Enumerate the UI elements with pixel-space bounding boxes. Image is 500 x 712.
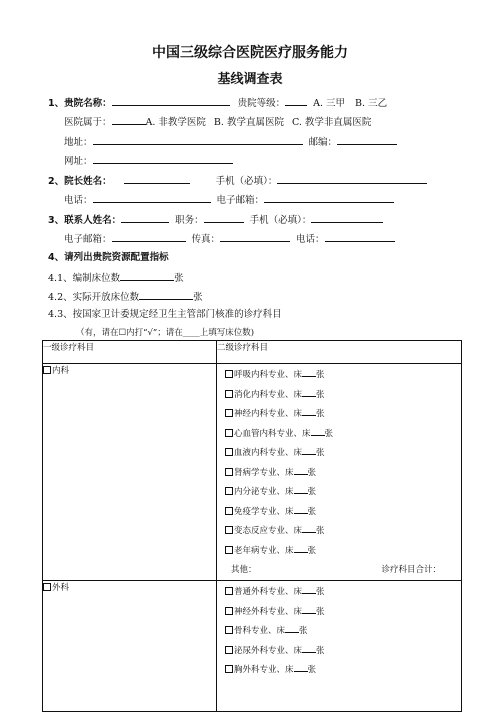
form-title: 中国三级综合医院医疗服务能力	[152, 45, 348, 61]
table-row-surgery	[43, 581, 462, 712]
dean-contact-row	[64, 193, 394, 207]
hospital-name-row	[48, 96, 387, 110]
bed-count-field[interactable]	[294, 505, 308, 514]
level-option-b[interactable]: B. 三乙	[355, 98, 388, 109]
contact-name-label: 3、联系人姓名：	[48, 215, 122, 226]
secondary-subject-label: 内分泌专业、床	[234, 487, 294, 497]
dean-name-label: 2、院长姓名：	[48, 176, 112, 187]
secondary-subject-label: 骨科专业、床	[234, 626, 286, 636]
secondary-subject-label: 胸外科专业、床	[234, 665, 294, 675]
checkbox[interactable]	[225, 429, 233, 437]
checkbox[interactable]	[225, 646, 233, 654]
address-label: 地址：	[64, 137, 93, 148]
secondary-subject-item	[217, 425, 461, 445]
contact-phone-field[interactable]	[325, 232, 395, 242]
secondary-subject-item	[217, 542, 461, 562]
section4-heading: 4、请列出贵院资源配置指标	[48, 252, 169, 263]
total-label: 诊疗科目合计：	[381, 565, 441, 575]
primary-subject-name: 内科	[52, 366, 70, 376]
primary-subject-name: 外科	[52, 583, 70, 593]
dean-phone-label: 电话：	[64, 195, 93, 206]
secondary-subject-label: 老年病专业、床	[234, 545, 294, 556]
secondary-subject-label: 神经内科专业、床	[234, 409, 303, 419]
website-label: 网址：	[64, 156, 93, 167]
dean-mobile-label: 手机（必填）：	[215, 176, 278, 187]
bed-unit: 张	[316, 645, 325, 656]
approved-subjects-heading: 4.3、按国家卫计委规定经卫生主管部门核准的诊疗科目	[48, 309, 282, 320]
secondary-subject-label: 肾病学专业、床	[234, 467, 294, 478]
checkbox[interactable]	[225, 546, 233, 554]
secondary-subjects-cell	[217, 581, 462, 712]
secondary-subject-label: 消化内科专业、床	[234, 389, 303, 400]
bed-count-field[interactable]	[302, 644, 316, 653]
contact-post-label: 职务：	[175, 215, 204, 226]
checkbox[interactable]	[225, 526, 233, 534]
secondary-subject-item	[217, 661, 461, 681]
bed-count-field[interactable]	[311, 427, 325, 436]
primary-subject-cell	[43, 581, 217, 712]
checkbox[interactable]	[225, 626, 233, 634]
secondary-subject-item	[217, 366, 461, 386]
primary-subject-cell	[43, 364, 217, 581]
hospital-name-field[interactable]	[112, 96, 230, 106]
type-option-c[interactable]: C. 教学非直属医院	[291, 117, 372, 128]
postcode-label: 邮编：	[308, 137, 338, 148]
checkbox[interactable]	[225, 370, 233, 378]
hospital-type-label: 医院属于：	[64, 117, 112, 128]
checkbox[interactable]	[225, 468, 233, 476]
bed-count-field[interactable]	[294, 485, 308, 494]
bed-unit: 张	[316, 448, 325, 458]
secondary-subject-label: 泌尿外科专业、床	[234, 645, 303, 656]
secondary-subject-label: 血液内科专业、床	[234, 448, 303, 458]
beds-open-field[interactable]	[139, 290, 193, 300]
bed-unit: 张	[299, 626, 308, 636]
fill-instructions: （有，请在☐内打“√”；请在____上填写床位数)	[76, 328, 255, 338]
contact-row	[48, 213, 383, 227]
bed-count-field[interactable]	[302, 407, 316, 416]
bed-unit: 张	[316, 370, 325, 380]
address-row	[64, 135, 397, 149]
hospital-type-field[interactable]	[112, 115, 146, 125]
beds-open-row	[48, 290, 203, 304]
checkbox[interactable]	[225, 587, 233, 595]
bed-unit: 张	[307, 665, 317, 675]
bed-count-field[interactable]	[285, 624, 299, 633]
bed-count-field[interactable]	[302, 585, 316, 594]
bed-count-field[interactable]	[302, 446, 316, 455]
bed-unit: 张	[316, 606, 325, 617]
bed-unit: 张	[316, 389, 325, 400]
bed-count-field[interactable]	[302, 605, 316, 614]
contact-fax-label: 传真：	[191, 234, 221, 245]
table-header-row	[43, 341, 462, 364]
beds-planned-unit: 张	[174, 273, 184, 284]
contact-mobile-label: 手机（必填）：	[249, 215, 312, 226]
checkbox[interactable]	[43, 583, 51, 591]
dean-email-label: 电子邮箱：	[216, 195, 265, 206]
form-subtitle: 基线调查表	[217, 72, 283, 87]
checkbox[interactable]	[43, 366, 51, 374]
hospital-level-label: 贵院等级：	[237, 98, 286, 109]
checkbox[interactable]	[225, 390, 233, 398]
type-option-b[interactable]: B. 教学直属医院	[213, 117, 284, 128]
secondary-subject-item	[217, 622, 461, 642]
dean-phone-field[interactable]	[93, 193, 211, 203]
bed-count-field[interactable]	[294, 466, 308, 475]
beds-planned-row	[48, 271, 184, 285]
contact-post-field[interactable]	[204, 213, 244, 223]
bed-unit: 张	[307, 506, 317, 517]
checkbox[interactable]	[225, 665, 233, 673]
bed-unit: 张	[307, 545, 317, 556]
type-option-a[interactable]: A. 非教学医院	[145, 117, 206, 128]
contact-phone-label: 电话：	[296, 234, 325, 245]
bed-unit: 张	[316, 587, 325, 597]
secondary-subject-item	[217, 464, 461, 484]
secondary-subjects-cell	[217, 364, 462, 581]
bed-unit: 张	[324, 428, 334, 439]
beds-planned-field[interactable]	[120, 271, 174, 281]
hospital-level-field[interactable]	[285, 96, 307, 106]
beds-open-unit: 张	[193, 292, 203, 303]
contact-detail-row	[64, 232, 395, 246]
bed-count-field[interactable]	[294, 663, 308, 672]
bed-unit: 张	[316, 409, 325, 419]
bed-count-field[interactable]	[302, 368, 316, 377]
contact-email-label: 电子邮箱：	[64, 234, 112, 245]
checkbox[interactable]	[225, 487, 233, 495]
contact-email-field[interactable]	[112, 232, 186, 242]
beds-open-label: 4.2、实际开放床位数	[48, 292, 140, 303]
secondary-subject-item	[217, 583, 461, 603]
other-label: 其他：	[231, 565, 257, 575]
address-field[interactable]	[93, 135, 303, 145]
dean-mobile-field[interactable]	[277, 174, 427, 184]
secondary-subject-label: 神经外科专业、床	[234, 606, 303, 617]
beds-planned-label: 4.1、编制床位数	[48, 273, 121, 284]
secondary-subject-label: 心血管内科专业、床	[234, 428, 311, 439]
secondary-subject-item	[217, 483, 461, 503]
bed-unit: 张	[316, 526, 325, 536]
website-row	[64, 154, 233, 168]
level-option-a[interactable]: A. 三甲	[313, 98, 346, 109]
table-row-internal-medicine	[43, 364, 462, 581]
secondary-subject-item	[217, 642, 461, 662]
checkbox[interactable]	[225, 448, 233, 456]
contact-name-field[interactable]	[121, 213, 169, 223]
checkbox[interactable]	[225, 507, 233, 515]
col1-header: 一级诊疗科目	[43, 341, 217, 364]
bed-unit: 张	[307, 487, 317, 497]
checkbox[interactable]	[225, 409, 233, 417]
postcode-field[interactable]	[337, 135, 397, 145]
secondary-subject-label: 变态反应专业、床	[234, 526, 303, 536]
secondary-subject-item	[217, 405, 461, 425]
contact-fax-field[interactable]	[220, 232, 290, 242]
bed-count-field[interactable]	[302, 388, 316, 397]
bed-count-field[interactable]	[294, 544, 308, 553]
secondary-subject-label: 免疫学专业、床	[234, 506, 294, 517]
website-field[interactable]	[93, 154, 233, 164]
bed-count-field[interactable]	[302, 524, 316, 533]
dean-row	[48, 174, 427, 188]
hospital-name-label: 1、贵院名称：	[48, 98, 112, 109]
subjects-table	[42, 340, 462, 712]
bed-unit: 张	[307, 467, 317, 478]
secondary-subject-item	[217, 444, 461, 464]
checkbox[interactable]	[225, 607, 233, 615]
secondary-subject-label: 普通外科专业、床	[234, 587, 303, 597]
col2-header: 二级诊疗科目	[217, 341, 462, 364]
secondary-subject-label: 呼吸内科专业、床	[234, 370, 303, 380]
other-total-row	[217, 561, 461, 580]
secondary-subject-item	[217, 386, 461, 406]
contact-mobile-field[interactable]	[311, 213, 383, 223]
dean-name-field[interactable]	[124, 174, 190, 184]
dean-email-field[interactable]	[264, 193, 394, 203]
secondary-subject-item	[217, 603, 461, 623]
hospital-type-row	[64, 115, 371, 129]
secondary-subject-item	[217, 522, 461, 542]
secondary-subject-item	[217, 503, 461, 523]
